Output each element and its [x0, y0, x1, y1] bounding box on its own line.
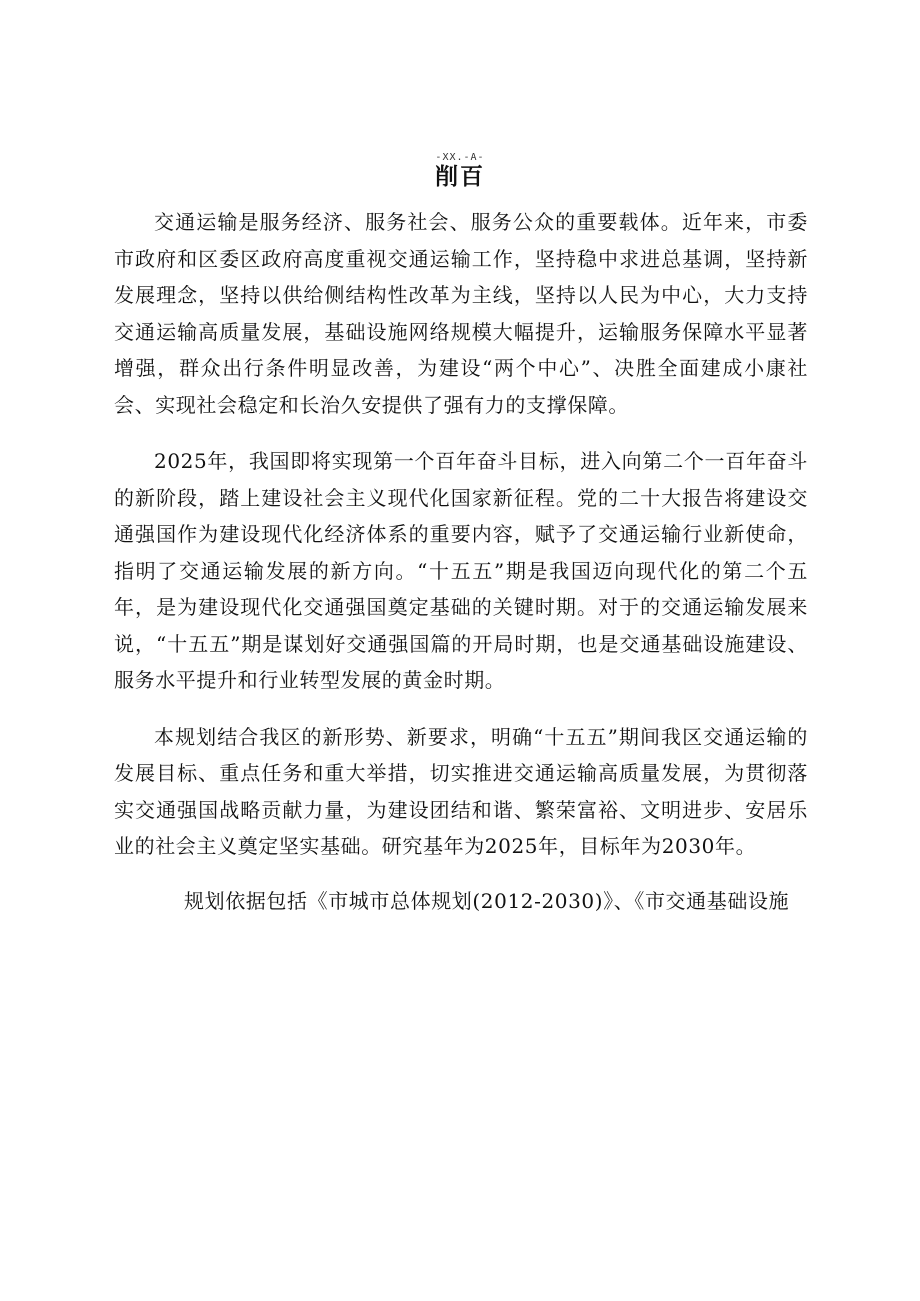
paragraph-3: 本规划结合我区的新形势、新要求，明确“十五五”期间我区交通运输的发展目标、重点任务和重大举措，切实推进交通运输高质量发展，为贯彻落实交通强国战略贡献力量，为建设团结和谐、繁荣富裕、文明进步、安居乐业的社会主义奠定坚实基础。研究基年为2025年，目标年为2030年。: [114, 724, 808, 858]
paragraph-1: 交通运输是服务经济、服务社会、服务公众的重要载体。近年来，市委市政府和区委区政府高度重视交通运输工作，坚持稳中求进总基调，坚持新发展理念，坚持以供给侧结构性改革为主线，坚持以人民为中心，大力支持交通运输高质量发展，基础设施网络规模大幅提升，运输服务保障水平显著增强，群众出行条件明显改善，为建设“两个中心”、决胜全面建成小康社会、实现社会稳定和长治久安提供了强有力的支撑保障。: [114, 210, 808, 417]
paragraph-2: 2025年，我国即将实现第一个百年奋斗目标，进入向第二个一百年奋斗的新阶段，踏上建设社会主义现代化国家新征程。党的二十大报告将建设交通强国作为建设现代化经济体系的重要内容，赋予了交通运输行业新使命，指明了交通运输发展的新方向。“十五五”期是我国迈向现代化的第二个五年，是为建设现代化交通强国奠定基础的关键时期。对于的交通运输发展来说，“十五五”期是谋划好交通强国篇的开局时期，也是交通基础设施建设、服务水平提升和行业转型发展的黄金时期。: [114, 449, 808, 692]
header-mark: -XX.-A-: [435, 152, 485, 163]
page-title: 削百: [435, 164, 485, 190]
paragraph-4: 规划依据包括《市城市总体规划(2012-2030)》、《市交通基础设施: [184, 888, 790, 913]
document-body: [114, 204, 808, 939]
